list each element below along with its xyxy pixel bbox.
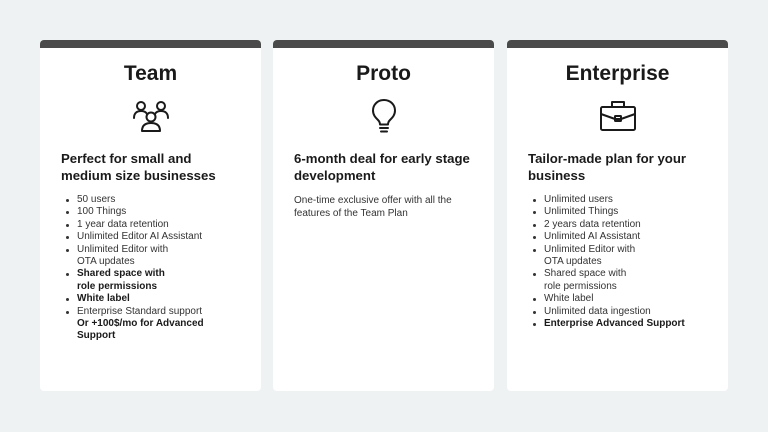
feature-item: Unlimited data ingestion [528,306,714,318]
plan-description: One-time exclusive offer with all the features of the Team Plan [294,195,452,219]
feature-item: Unlimited Things [528,206,714,218]
feature-list [61,194,247,343]
plan-title: Proto [356,62,411,85]
feature-item: Unlimited Editor AI Assistant [61,231,247,243]
feature-item: Enterprise Standard support Or +100$/mo for Advanced Support [61,306,247,343]
lightbulb-icon [273,98,494,134]
plan-headline: Tailor-made plan for your business [528,151,687,183]
feature-item: 2 years data retention [528,219,714,231]
feature-extra-note: Support [77,330,116,342]
feature-item: Enterprise Advanced Support [528,318,714,330]
card-top-bar [40,40,261,48]
plan-headline: 6-month deal for early stage development [294,151,470,183]
plan-card-team [40,40,261,391]
feature-item: Unlimited AI Assistant [528,231,714,243]
plan-title: Enterprise [565,62,670,85]
users-group-icon [40,98,261,134]
plan-card-proto [273,40,494,391]
feature-item: Shared space with role permissions [61,268,247,293]
feature-item: Unlimited Editor with OTA updates [61,244,247,269]
plan-title: Team [123,62,178,85]
feature-item: White label [528,293,714,305]
plan-headline: Perfect for small and medium size businesses [61,151,216,183]
feature-item: 1 year data retention [61,219,247,231]
feature-item: Unlimited users [528,194,714,206]
feature-item: 50 users [61,194,247,206]
feature-item: 100 Things [61,206,247,218]
feature-item: White label [61,293,247,305]
plan-card-enterprise [507,40,728,391]
card-top-bar [273,40,494,48]
feature-extra-note: Or +100$/mo for Advanced [77,318,204,330]
briefcase-icon [507,98,728,134]
card-top-bar [507,40,728,48]
feature-list [528,194,714,330]
feature-item: Shared space with role permissions [528,268,714,293]
feature-item: Unlimited Editor with OTA updates [528,244,714,269]
